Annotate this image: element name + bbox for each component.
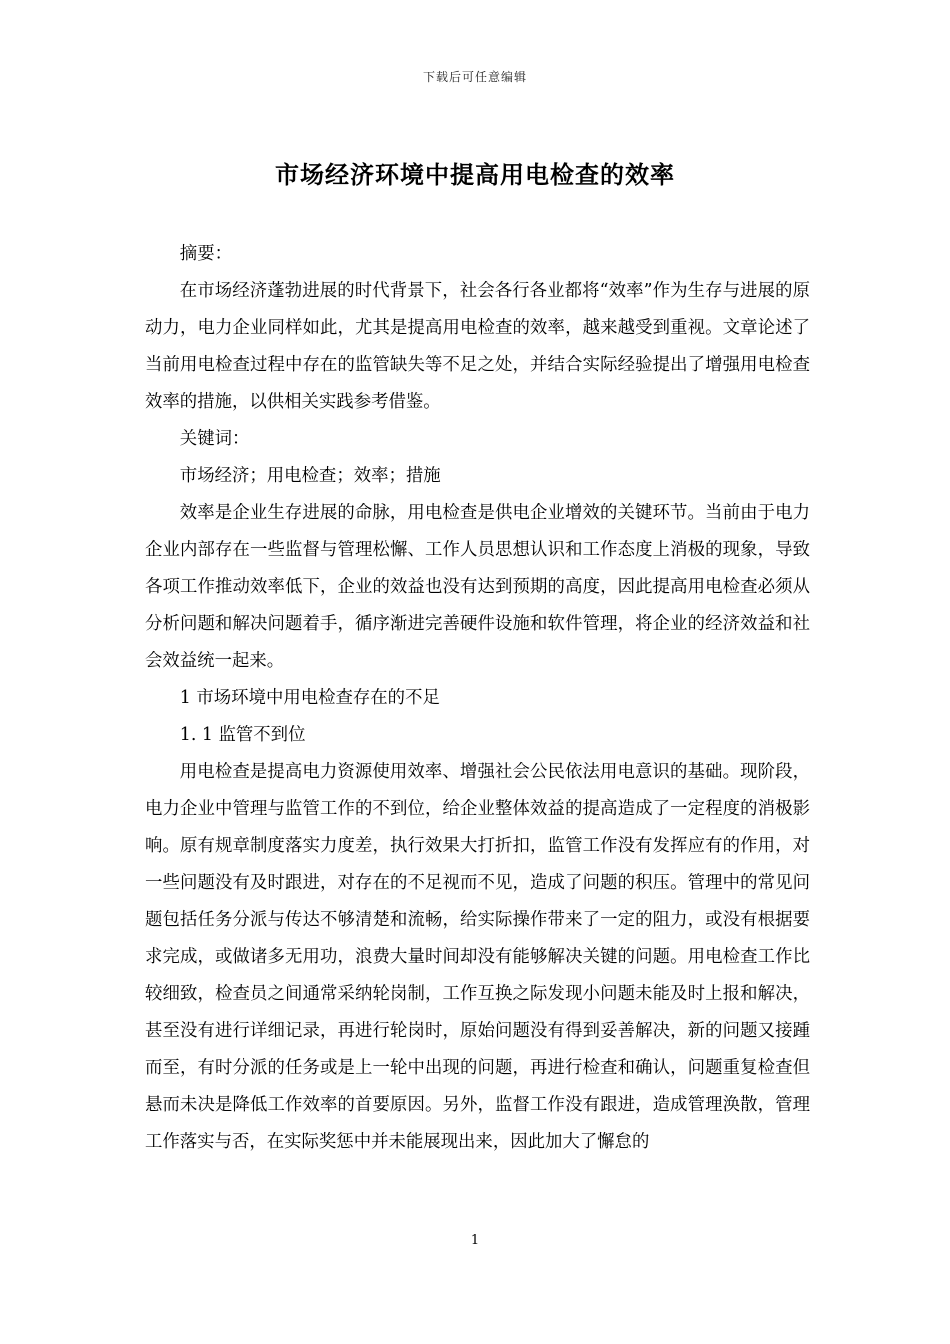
keywords-heading: 关键词：	[179, 429, 250, 449]
section-1-1-paragraph: 用电检查是提高电力资源使用效率、增强社会公民依法用电意识的基础。现阶段，电力企业中管理与监管工作的不到位，给企业整体效益的提高造成了一定程度的消极影响。原有规章制度落实力度差，执行效果大打折扣，监管工作没有发挥应有的作用，对一些问题没有及时跟进，对存在的不足视而不见，造成了问题的积压。管理中的常见问题包括任务分派与传达不够清楚和流畅，给实际操作带来了一定的阻力，或没有根据要求完成，或做诸多无用功，浪费大量时间却没有能够解决关键的问题。用电检查工作比较细致，检查员之间通常采纳轮岗制，工作互换之际发现小问题未能及时上报和解决，甚至没有进行详细记录，再进行轮岗时，原始问题没有得到妥善解决，新的问题又接踵而至，有时分派的任务或是上一轮中出现的问题，再进行检查和确认，问题重复检查但悬而未决是降低工作效率的首要原因。另外，监督工作没有跟进，造成管理涣散，管理工作落实与否，在实际奖惩中并未能展现出来，因此加大了懈怠的	[145, 762, 810, 1152]
abstract-paragraph: 在市场经济蓬勃进展的时代背景下，社会各行各业都将“效率”作为生存与进展的原动力，电力企业同样如此，尤其是提高用电检查的效率，越来越受到重视。文章论述了当前用电检查过程中存在的监管缺失等不足之处，并结合实际经验提出了增强用电检查效率的措施，以供相关实践参考借鉴。	[145, 281, 810, 412]
keywords-list: 市场经济；用电检查；效率；措施	[179, 466, 441, 486]
document-body	[145, 236, 810, 1161]
page-number: 1	[470, 1233, 480, 1248]
intro-paragraph: 效率是企业生存进展的命脉，用电检查是供电企业增效的关键环节。当前由于电力企业内部存在一些监督与管理松懈、工作人员思想认识和工作态度上消极的现象，导致各项工作推动效率低下，企业的效益也没有达到预期的高度，因此提高用电检查必须从分析问题和解决问题着手，循序渐进完善硬件设施和软件管理，将企业的经济效益和社会效益统一起来。	[145, 503, 810, 671]
section-heading-1: 1 市场环境中用电检查存在的不足	[179, 688, 440, 708]
subsection-heading-1-1: 1. 1 监管不到位	[179, 725, 306, 745]
header-note: 下载后可任意编辑	[422, 70, 527, 84]
abstract-heading: 摘要：	[179, 244, 232, 264]
document-title: 市场经济环境中提高用电检查的效率	[275, 161, 675, 189]
